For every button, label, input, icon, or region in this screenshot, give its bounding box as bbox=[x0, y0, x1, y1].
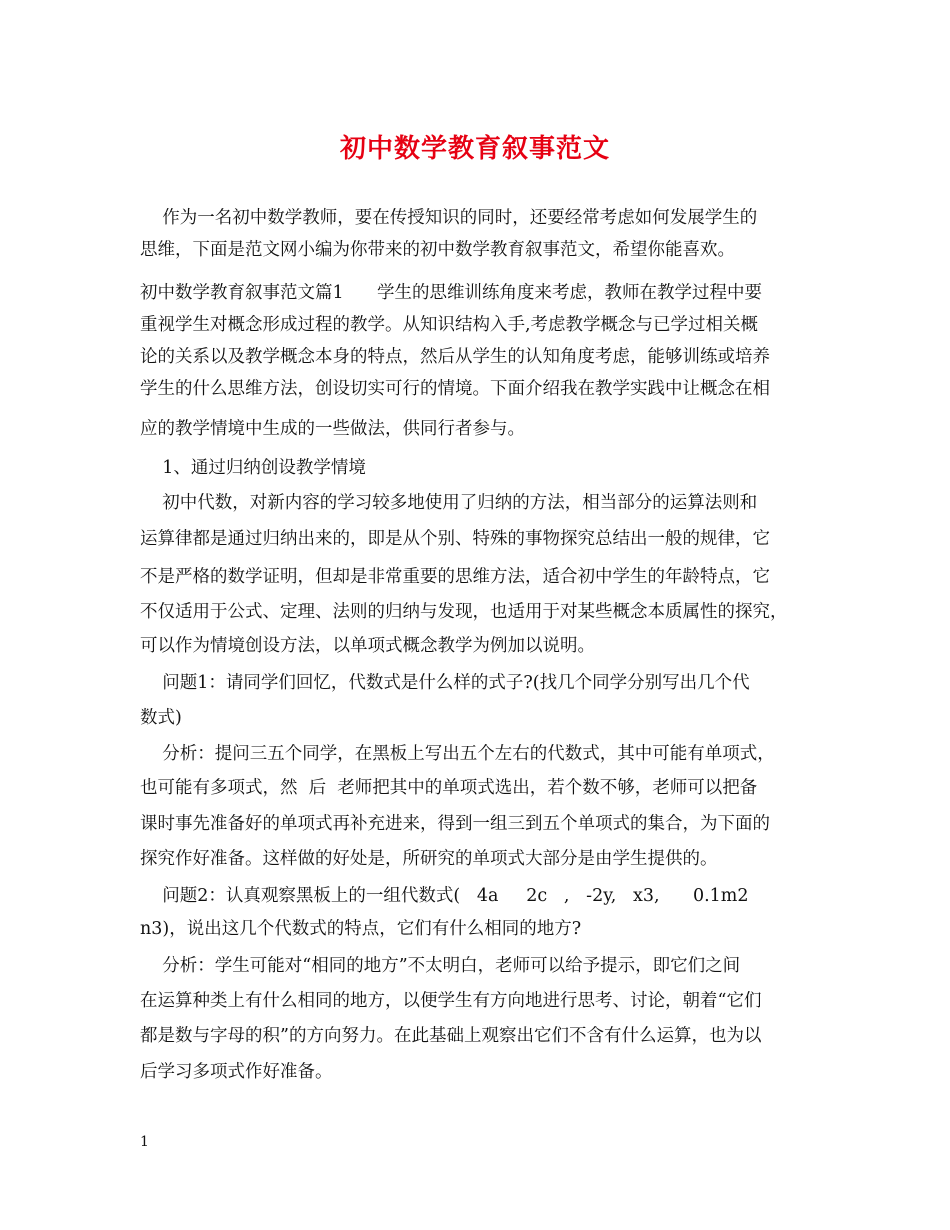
body-line: 后学习多项式作好准备。 bbox=[140, 1062, 333, 1082]
section-heading: 1、通过归纳创设教学情境 bbox=[140, 458, 366, 478]
body-line: 初中数学教育叙事范文篇1 学生的思维训练角度来考虑，教师在教学过程中要 bbox=[140, 283, 763, 303]
body-line: 也可能有多项式，然 后 老师把其中的单项式选出，若个数不够，老师可以把备 bbox=[140, 778, 758, 798]
body-line: 学生的什么思维方法，创设切实可行的情境。下面介绍我在教学实践中让概念在相 bbox=[140, 379, 770, 399]
body-line: 可以作为情境创设方法，以单项式概念教学为例加以说明。 bbox=[140, 636, 595, 656]
body-line: 课时事先准备好的单项式再补充进来，得到一组三到五个单项式的集合，为下面的 bbox=[140, 814, 770, 834]
body-line: 问题1：请同学们回忆，代数式是什么样的式子?(找几个同学分别写出几个代 bbox=[140, 673, 750, 693]
body-line: 在运算种类上有什么相同的地方，以便学生有方向地进行思考、讨论，朝着“它们 bbox=[140, 991, 762, 1011]
body-line: 都是数与字母的积”的方向努力。在此基础上观察出它们不含有什么运算，也为以 bbox=[140, 1026, 762, 1046]
page-number: 1 bbox=[140, 1134, 149, 1150]
body-line: n3)，说出这几个代数式的特点，它们有什么相同的地方? bbox=[140, 919, 582, 939]
body-line: 作为一名初中数学教师，要在传授知识的同时，还要经常考虑如何发展学生的 bbox=[140, 208, 758, 228]
body-line: 思维，下面是范文网小编为你带来的初中数学教育叙事范文，希望你能喜欢。 bbox=[140, 240, 735, 260]
body-line: 不仅适用于公式、定理、法则的归纳与发现，也适用于对某些概念本质属性的探究， bbox=[140, 602, 788, 622]
body-line: 探究作好准备。这样做的好处是，所研究的单项式大部分是由学生提供的。 bbox=[140, 849, 718, 869]
body-line: 重视学生对概念形成过程的教学。从知识结构入手,考虑教学概念与已学过相关概 bbox=[140, 315, 759, 335]
body-line: 分析：学生可能对“相同的地方”不太明白，老师可以给予提示，即它们之间 bbox=[140, 956, 741, 976]
body-line: 问题2：认真观察黑板上的一组代数式( 4a 2c , -2y, x3, 0.1m2 bbox=[140, 886, 749, 906]
document-title: 初中数学教育叙事范文 bbox=[339, 134, 610, 164]
body-line: 不是严格的数学证明，但却是非常重要的思维方法，适合初中学生的年龄特点，它 bbox=[140, 567, 770, 587]
body-line: 应的教学情境中生成的一些做法，供同行者参与。 bbox=[140, 419, 525, 439]
body-line: 分析：提问三五个同学，在黑板上写出五个左右的代数式，其中可能有单项式， bbox=[140, 744, 775, 764]
body-line: 数式) bbox=[140, 708, 182, 728]
body-line: 运算律都是通过归纳出来的，即是从个别、特殊的事物探究总结出一般的规律，它 bbox=[140, 529, 770, 549]
body-line: 论的关系以及教学概念本身的特点，然后从学生的认知角度考虑，能够训练或培养 bbox=[140, 347, 770, 367]
body-line: 初中代数，对新内容的学习较多地使用了归纳的方法，相当部分的运算法则和 bbox=[140, 493, 758, 513]
